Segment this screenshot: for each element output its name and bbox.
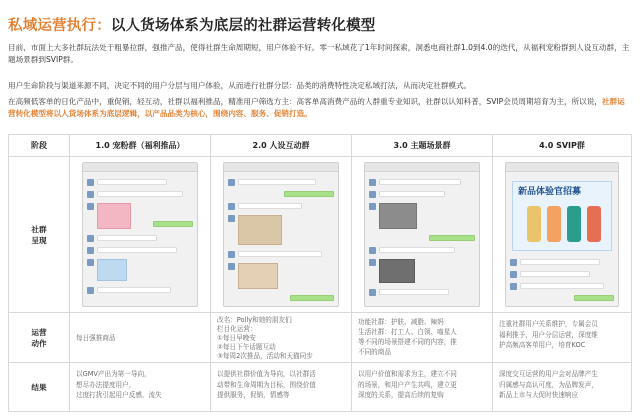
page-title <box>8 14 376 35</box>
result-cell-1: 以GMV产出为第一导向， 想尽办法提度用户， 过度打扰引起用户反感，流失 <box>69 363 210 411</box>
table-header-row <box>9 135 631 157</box>
intro-paragraph-2: 用户生命阶段与渠道来源不同，决定不同的用户分层与用户体验，从而进行社群分层：品类的消费特性决定私域打法，从而决定社群模式。 <box>8 81 472 90</box>
intro-paragraph-3-text: 在高频低客单的日化产品中，重促销，轻互动，社群以福利推品，精准用户筛选方主：高客单高消费产品的人群重专业知识，社群以认知科普，SVIP会员周期培育为主，所以说， <box>8 97 602 106</box>
ops-cell-1 <box>69 313 210 362</box>
row-label-screenshots: 社群 呈现 <box>31 224 47 245</box>
screenshot-cell-1 <box>69 157 210 312</box>
screenshot-cell-2 <box>210 157 351 312</box>
table-row-results <box>9 363 631 411</box>
header-col-3: 3.0 主题场景群 <box>351 135 492 156</box>
intro-paragraph-1: 目前，市面上大多社群玩法处于粗暴拉群，强推产品，使得社群生命周期短，用户体验不好。零一私域花了1年时间探索，洞悉电商社群1.0到4.0的迭代，从福利宠粉群到人设互动群，主题场景群到SVIP群。 <box>8 43 630 65</box>
title-main: 以人货场体系为底层的社群运营转化模型 <box>110 18 376 34</box>
ops-text-1: 每日强推商品 <box>76 333 116 342</box>
chat-screenshot-2 <box>223 162 339 307</box>
header-col-2: 2.0 人设互动群 <box>210 135 351 156</box>
row-label-operations: 运营 动作 <box>31 327 47 348</box>
ops-cell-4: 注重社群用户关系维护，专属会员 福利推予，用户分层运营，深度维 护高频高客单用户，培育KOC <box>492 313 631 362</box>
header-stage: 阶段 <box>31 140 47 150</box>
ops-cell-2: 改名：Polly和她的朋友们 栏目化运营： ①每日早晚安 ②每日下午话题互动 ③每周2次推品，活动和天猫同步 <box>210 313 351 362</box>
community-model-table <box>8 134 632 412</box>
header-col-1: 1.0 宠粉群（福利推品） <box>69 135 210 156</box>
intro-paragraph-3 <box>8 96 632 120</box>
result-cell-3: 以用户价值和需求为主，建立不同 的场景，和用户产生共鸣，建立更 深度的关系，提高后续的复购 <box>351 363 492 411</box>
title-prefix: 私域运营执行： <box>8 18 111 34</box>
screenshot-cell-4 <box>492 157 631 312</box>
result-cell-4: 深度交互运营的用户会对品牌产生 归属感与高认可度，为品牌发声， 新品上市与大促时快速响应 <box>492 363 631 411</box>
chat-screenshot-4 <box>505 162 619 307</box>
intro-paragraph-3-highlight: 社群运营转化模型将以人货场体系为底层逻辑，以产品品类为核心，围绕内容、服务、促销打造。 <box>8 97 625 119</box>
chat-screenshot-3 <box>364 162 480 307</box>
header-col-4: 4.0 SVIP群 <box>492 135 631 156</box>
result-cell-2: 以提供社群价值为导向，以社群活 动带和生命周期为目标，围绕价值 提供服务，促销，情感等 <box>210 363 351 411</box>
row-label-results: 结果 <box>31 382 47 392</box>
chat-screenshot-1 <box>82 162 198 307</box>
product-poster <box>512 181 612 251</box>
screenshot-cell-3 <box>351 157 492 312</box>
poster-title: 新品体验官招募 <box>518 187 582 197</box>
ops-cell-3: 功能社群：护肤、减脂、辣妈 生活社群：打工人、白领、喵星人 等不同的场景搭建不同的内容，推 不同的商品 <box>351 313 492 362</box>
table-row-screenshots <box>9 157 631 313</box>
table-row-operations <box>9 313 631 363</box>
